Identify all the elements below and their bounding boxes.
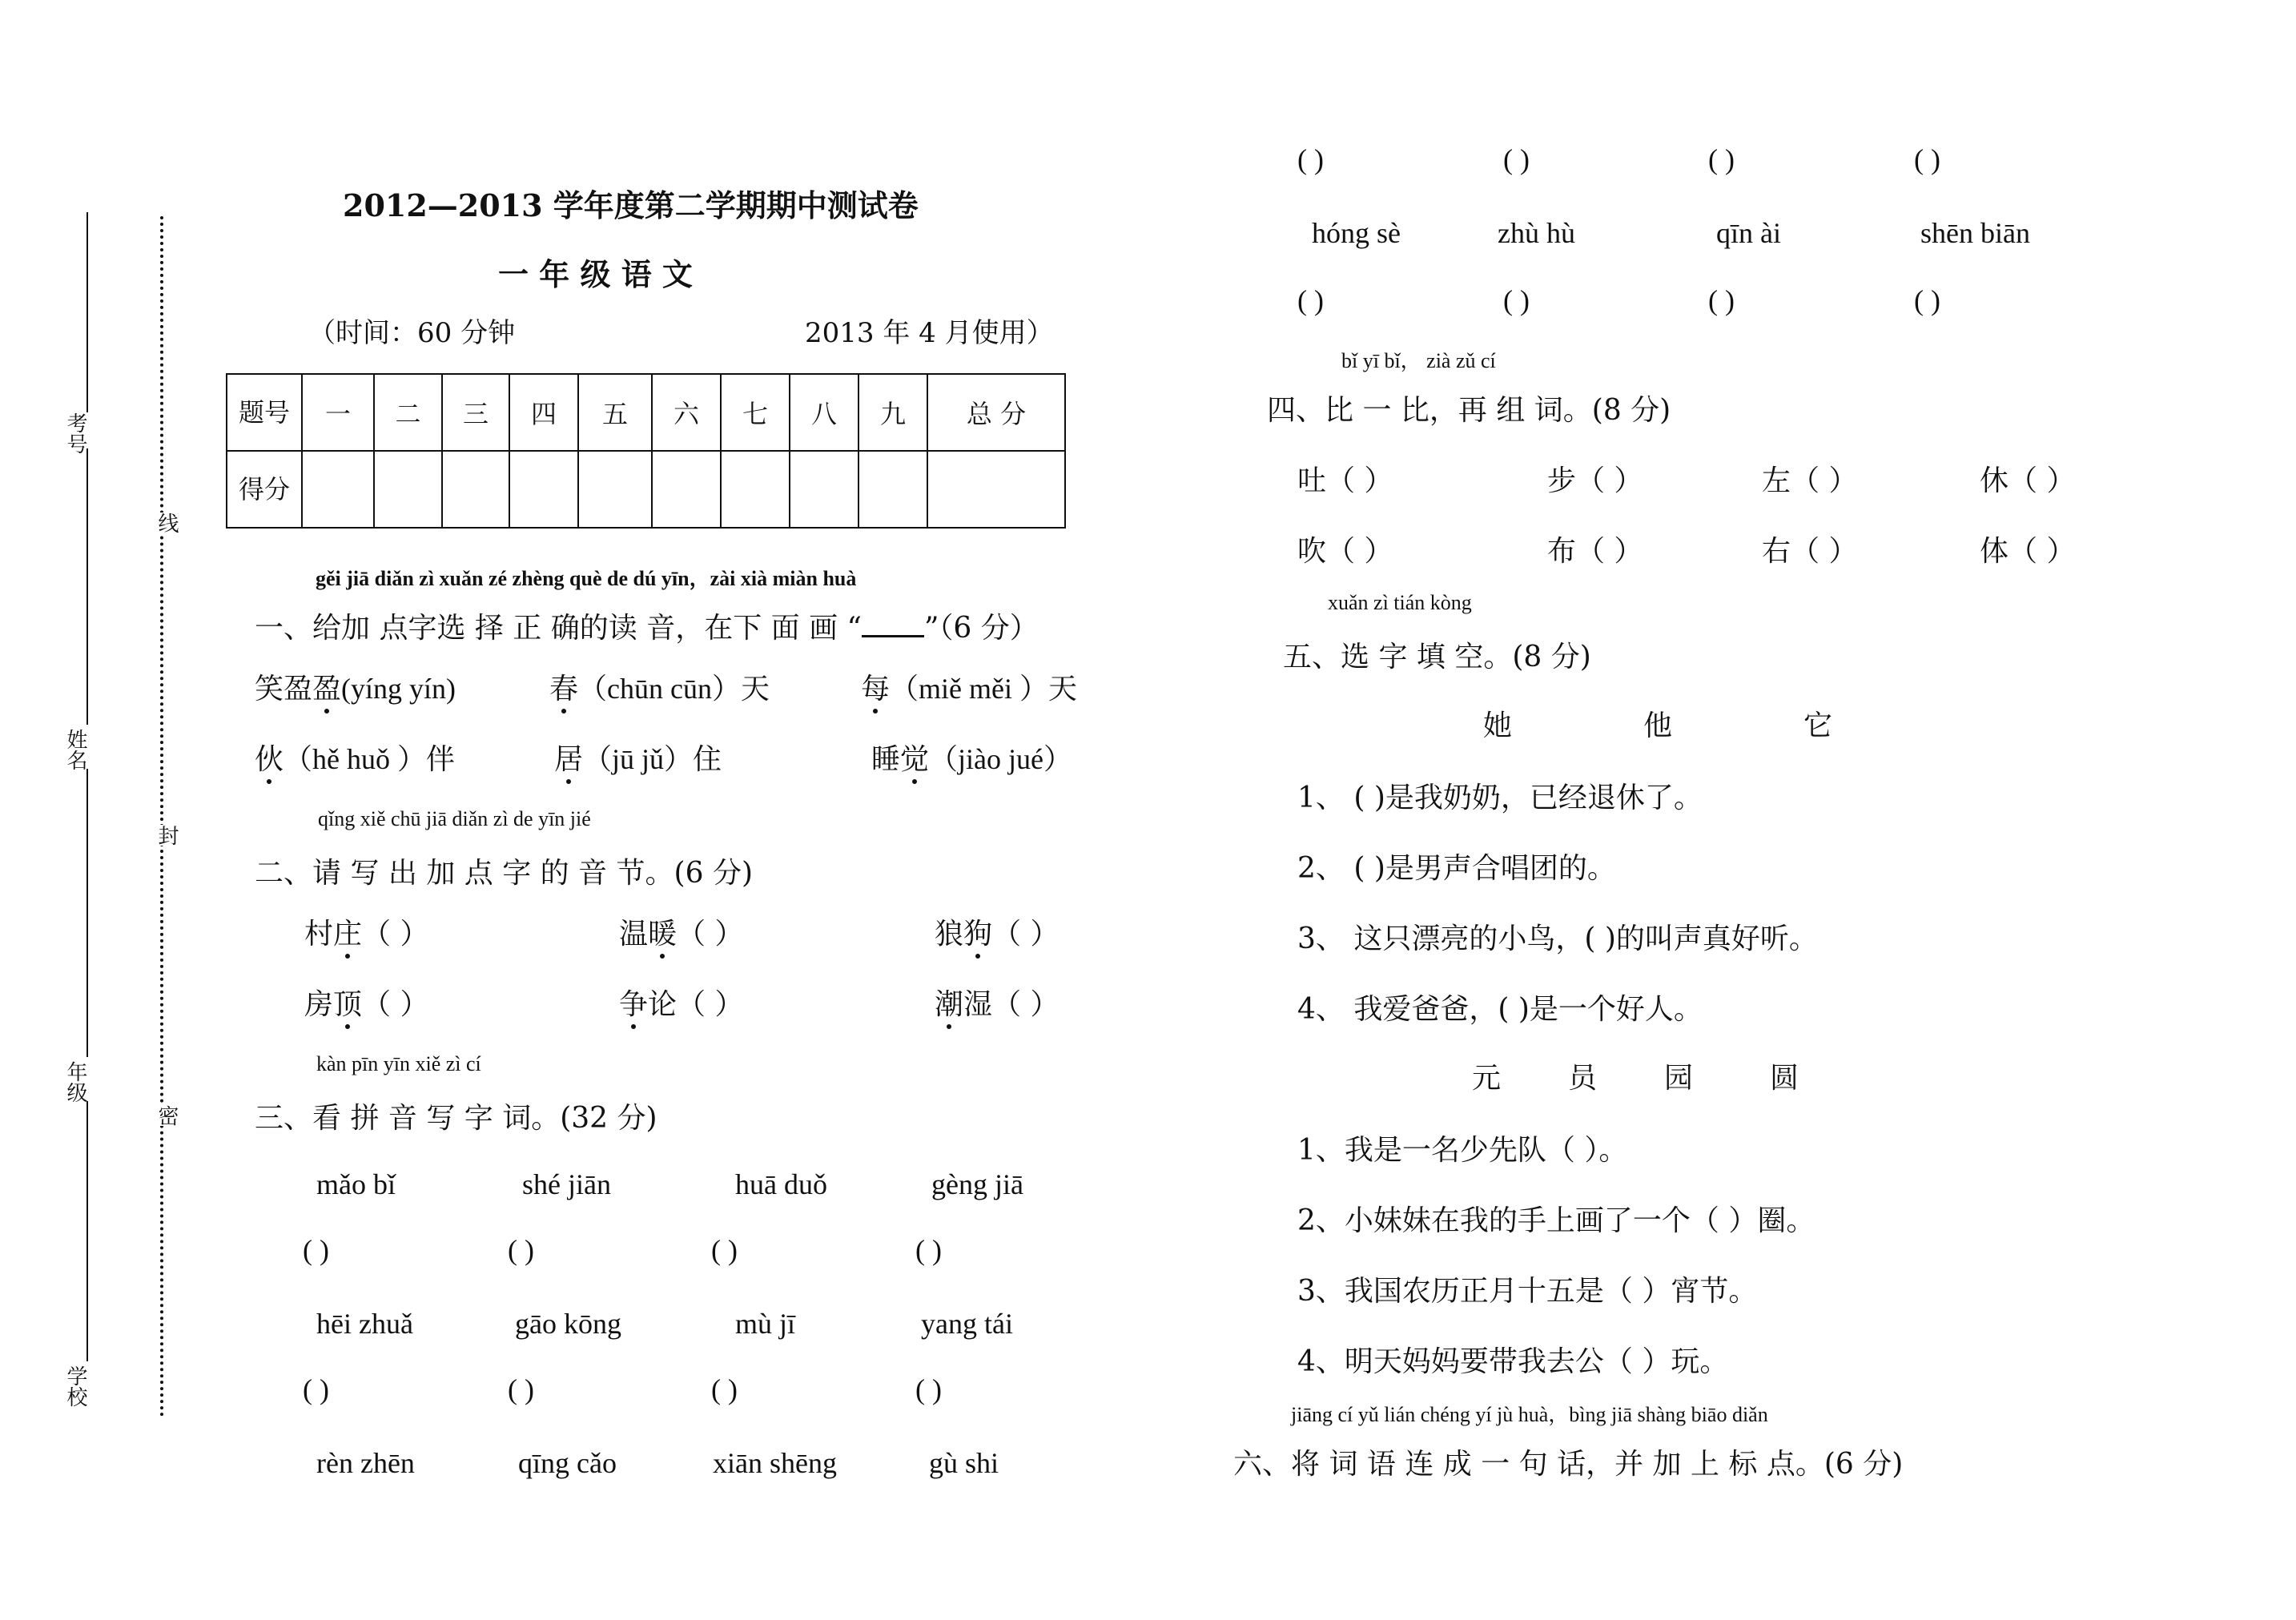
q3-answer-blank[interactable]: ( ) (303, 1234, 329, 1266)
score-col-1: 一 (302, 374, 374, 451)
q3-answer-blank[interactable]: ( ) (915, 1234, 942, 1266)
score-col-3: 三 (442, 374, 509, 451)
name-label: 姓名 (63, 729, 87, 770)
q3-pinyin: mù jī (735, 1308, 796, 1340)
school-line (86, 1101, 88, 1361)
q3-pinyin-hint: kàn pīn yīn xiě zì cí (316, 1052, 481, 1075)
exam-time: （时间：60 分钟 (308, 317, 516, 349)
exam-subtitle: 一 年 级 语 文 (498, 257, 693, 292)
q1-item-options[interactable]: （miě měi ）天 (890, 673, 1077, 705)
q5-sentence[interactable]: 3、 这只漂亮的小鸟，( )的叫声真好听。 (1297, 923, 1818, 955)
q2-item[interactable]: 潮湿（ ） (935, 982, 1059, 1023)
q5-sentence[interactable]: 1、 ( )是我奶奶，已经退休了。 (1297, 782, 1703, 814)
q3-answer-blank[interactable]: ( ) (508, 1234, 534, 1266)
q5-word-option: 元 (1472, 1062, 1502, 1095)
q3-pinyin: gèng jiā (931, 1168, 1023, 1200)
exam-date: 2013 年 4 月使用） (805, 317, 1054, 349)
q1-item-options[interactable]: （jū jǔ）住 (583, 743, 722, 775)
q3-pinyin: shé jiān (522, 1168, 611, 1200)
q1-title-a: 一、给加 点字选 择 正 确的读 音，在下 面 画 “ (255, 612, 862, 645)
q1-dotted-char: 每 (861, 666, 890, 707)
q5-sentence[interactable]: 2、小妹妹在我的手上画了一个（ ）圈。 (1297, 1204, 1815, 1237)
q3-answer-blank[interactable]: ( ) (1503, 143, 1530, 175)
q1-dotted-char: 伙 (255, 737, 283, 778)
q3-pinyin: rèn zhēn (316, 1447, 415, 1479)
q3-answer-blank[interactable]: ( ) (303, 1373, 329, 1405)
q5-pinyin-hint: xuǎn zì tián kòng (1328, 591, 1472, 614)
score-col-9: 九 (858, 374, 927, 451)
q4-item[interactable]: 步（ ） (1547, 464, 1643, 497)
q1-dotted-char: 春 (549, 666, 578, 707)
grade-line (86, 769, 88, 1057)
grade-label: 年级 (63, 1061, 87, 1103)
q3-answer-blank[interactable]: ( ) (1914, 143, 1940, 175)
q3-answer-blank[interactable]: ( ) (1503, 284, 1530, 316)
score-col-7: 七 (721, 374, 790, 451)
score-col-4: 四 (509, 374, 578, 451)
score-col-total: 总 分 (927, 374, 1065, 451)
score-cell[interactable] (927, 451, 1065, 528)
q6-title: 六、将 词 语 连 成 一 句 话，并 加 上 标 点。(6 分) (1233, 1448, 1904, 1481)
q2-item[interactable]: 房顶（ ） (304, 982, 428, 1023)
score-table (226, 373, 1066, 529)
score-col-5: 五 (578, 374, 652, 451)
seal-line-text: 线 (152, 513, 182, 533)
q1-item (549, 666, 770, 707)
q4-item[interactable]: 体（ ） (1980, 535, 2076, 568)
score-row-label-score: 得分 (227, 451, 302, 528)
q1-item (861, 666, 1077, 707)
q3-pinyin: shēn biān (1920, 217, 2030, 249)
q5-sentence[interactable]: 1、我是一名少先队（ ）。 (1297, 1134, 1628, 1167)
score-cell[interactable] (858, 451, 927, 528)
q1-item-options[interactable]: （chūn cūn）天 (578, 673, 770, 705)
q3-title: 三、看 拼 音 写 字 词。(32 分) (255, 1102, 657, 1135)
q4-pinyin-hint: bǐ yī bǐ， zià zǔ cí (1341, 349, 1496, 372)
q1-dotted-char: 盈 (312, 666, 341, 707)
q4-title: 四、比 一 比，再 组 词。(8 分) (1267, 394, 1671, 427)
q3-pinyin: gù shi (929, 1447, 999, 1479)
q3-pinyin: huā duǒ (735, 1168, 827, 1200)
q2-title: 二、请 写 出 加 点 字 的 音 节。(6 分) (255, 857, 753, 890)
q2-pinyin-hint: qǐng xiě chū jiā diǎn zì de yīn jié (318, 807, 591, 830)
q3-pinyin: xiān shēng (713, 1447, 837, 1479)
q1-item-options[interactable]: (yíng yín) (341, 673, 456, 705)
seal-dotted-line (160, 216, 163, 1417)
q5-sentence[interactable]: 4、明天妈妈要带我去公（ ）玩。 (1297, 1345, 1729, 1378)
q3-pinyin: qīn ài (1716, 217, 1781, 249)
score-cell[interactable] (509, 451, 578, 528)
score-cell[interactable] (652, 451, 721, 528)
score-cell[interactable] (578, 451, 652, 528)
score-cell[interactable] (790, 451, 858, 528)
q5-word-option: 园 (1664, 1062, 1694, 1095)
q4-item[interactable]: 休（ ） (1980, 464, 2076, 497)
q3-pinyin: yang tái (921, 1308, 1013, 1340)
q3-pinyin: qīng cǎo (518, 1447, 617, 1479)
q3-pinyin: hēi zhuǎ (316, 1308, 413, 1340)
q1-item (255, 666, 456, 707)
q3-answer-blank[interactable]: ( ) (508, 1373, 534, 1405)
q1-dotted-char: 居 (554, 737, 583, 778)
q3-pinyin: zhù hù (1498, 217, 1575, 249)
exam-no-label: 考号 (63, 412, 87, 454)
q2-item[interactable]: 村庄（ ） (304, 911, 428, 952)
exam-title: 2012—2013 学年度第二学期期中测试卷 (343, 187, 919, 223)
score-col-2: 二 (374, 374, 442, 451)
score-cell[interactable] (302, 451, 374, 528)
q3-answer-blank[interactable]: ( ) (1708, 284, 1735, 316)
q4-item[interactable]: 吐（ ） (1297, 464, 1393, 497)
q1-item-options[interactable]: （hě huǒ ）伴 (283, 743, 455, 775)
q5-sentence[interactable]: 4、 我爱爸爸，( )是一个好人。 (1297, 993, 1703, 1026)
q1-item-options[interactable]: （jiào jué） (929, 743, 1072, 775)
q5-title: 五、选 字 填 空。(8 分) (1283, 641, 1591, 673)
q3-pinyin: gāo kōng (515, 1308, 621, 1340)
q3-answer-blank[interactable]: ( ) (1914, 284, 1940, 316)
q4-item[interactable]: 右（ ） (1762, 535, 1858, 568)
school-label: 学校 (63, 1365, 87, 1407)
score-cell[interactable] (721, 451, 790, 528)
score-cell[interactable] (374, 451, 442, 528)
q2-item[interactable]: 争论（ ） (619, 982, 743, 1023)
q3-answer-blank[interactable]: ( ) (1708, 143, 1735, 175)
name-line (86, 448, 88, 725)
q5-word-option: 圆 (1770, 1062, 1799, 1095)
score-cell[interactable] (442, 451, 509, 528)
q5-word-option: 她 (1483, 710, 1513, 742)
q1-pinyin-hint: gěi jiā diǎn zì xuǎn zé zhèng què de dú yīn，zài xià miàn huà (316, 567, 857, 590)
q5-sentence[interactable]: 3、我国农历正月十五是（ ）宵节。 (1297, 1275, 1758, 1308)
q5-word-option: 它 (1803, 710, 1833, 742)
q1-dotted-char: 觉 (900, 737, 929, 778)
q4-item[interactable]: 布（ ） (1547, 535, 1643, 568)
q6-pinyin-hint: jiāng cí yǔ lián chéng yí jù huà，bìng jiā shàng biāo diǎn (1291, 1403, 1768, 1426)
q1-item (871, 737, 1072, 778)
score-col-6: 六 (652, 374, 721, 451)
q3-answer-blank[interactable]: ( ) (915, 1373, 942, 1405)
q5-word-option: 他 (1643, 710, 1673, 742)
q3-answer-blank[interactable]: ( ) (711, 1234, 738, 1266)
q3-answer-blank[interactable]: ( ) (1297, 284, 1324, 316)
q1-item-text: 笑盈 (255, 673, 313, 705)
q1-title-b: ”（6 分） (923, 612, 1039, 645)
seal-secret-text: 密 (152, 1105, 182, 1126)
q1-underline-blank (862, 611, 924, 637)
q4-item[interactable]: 吹（ ） (1297, 535, 1393, 568)
q2-item[interactable]: 狼狗（ ） (935, 911, 1059, 952)
q1-item-text: 睡 (871, 743, 901, 776)
q1-title (255, 605, 1039, 646)
q3-pinyin: hóng sè (1312, 217, 1401, 249)
q3-pinyin: mǎo bǐ (316, 1168, 396, 1200)
q1-item (554, 737, 722, 778)
score-col-8: 八 (790, 374, 858, 451)
seal-seal-text: 封 (152, 825, 182, 846)
q3-answer-blank[interactable]: ( ) (711, 1373, 738, 1405)
exam-no-line (86, 212, 88, 412)
q4-item[interactable]: 左（ ） (1762, 464, 1858, 497)
q2-item[interactable]: 温暖（ ） (619, 911, 743, 952)
q1-item (255, 737, 455, 778)
q5-word-option: 员 (1568, 1062, 1598, 1095)
q5-sentence[interactable]: 2、 ( )是男声合唱团的。 (1297, 852, 1616, 885)
q3-answer-blank[interactable]: ( ) (1297, 143, 1324, 175)
score-row-label-number: 题号 (227, 374, 302, 451)
